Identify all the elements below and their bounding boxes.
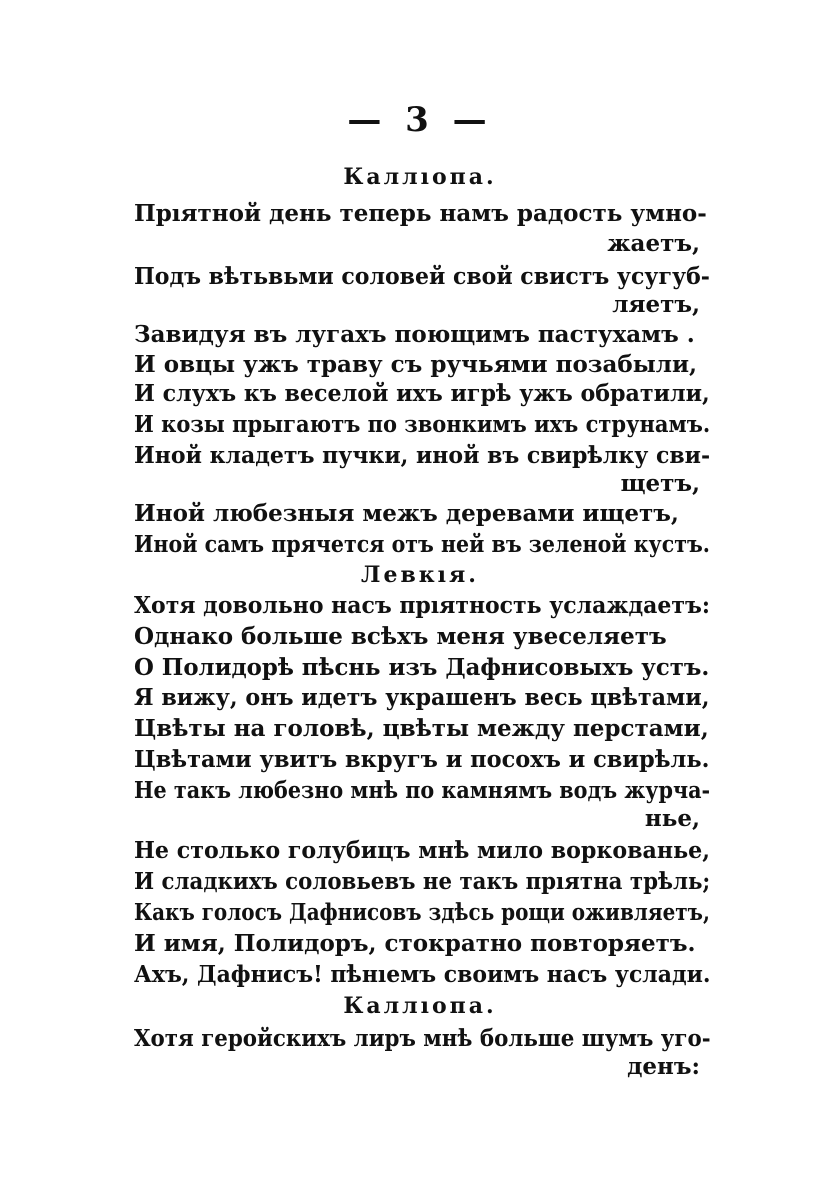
verse-line: Хотя довольно насъ прıятность услаждаетъ:	[134, 592, 710, 619]
verse-line: Цвѣтами увитъ вкругъ и посохъ и свирѣль.	[134, 746, 710, 773]
verse-line: Однако больше всѣхъ меня увеселяетъ	[134, 623, 667, 650]
speaker-name: Левкıя.	[361, 562, 479, 588]
verse-line: Какъ голосъ Дафнисовъ здѣсь рощи оживляетъ,	[134, 899, 710, 926]
verse-line: Цвѣты на головѣ, цвѣты между перстами,	[134, 715, 709, 742]
verse-line-continuation: жаетъ,	[607, 230, 700, 257]
verse-line: И слухъ къ веселой ихъ игрѣ ужъ обратили,	[134, 380, 710, 407]
verse-line-continuation: денъ:	[627, 1053, 700, 1080]
verse-line: Завидуя въ лугахъ поющимъ пастухамъ .	[134, 321, 695, 348]
verse-line-continuation: ляетъ,	[612, 291, 700, 318]
verse-line: Иной самъ прячется отъ ней въ зеленой кустъ.	[134, 531, 710, 558]
verse-line: Иной любезныя межъ деревами ищетъ,	[134, 500, 679, 527]
verse-line: Не столько голубицъ мнѣ мило воркованье,	[134, 837, 710, 864]
verse-line: И козы прыгаютъ по звонкимъ ихъ струнамъ.	[134, 411, 711, 438]
verse-line: Подъ вѣтьвьми соловей свой свистъ усугуб-	[134, 263, 710, 290]
verse-line-continuation: нье,	[644, 805, 700, 832]
verse-line: Хотя геройскихъ лиръ мнѣ больше шумъ уго-	[134, 1025, 711, 1052]
speaker-name: Каллıопа.	[343, 164, 497, 190]
verse-line: Иной кладетъ пучки, иной въ свирѣлку сви-	[134, 442, 711, 469]
verse-line: И имя, Полидоръ, стократно повторяетъ.	[134, 930, 696, 957]
verse-line: Прıятной день теперь намъ радость умно-	[134, 200, 707, 227]
speaker-name: Каллıопа.	[343, 993, 497, 1019]
verse-line: О Полидорѣ пѣснь изъ Дафнисовыхъ устъ.	[134, 654, 710, 681]
page-number: — 3 —	[347, 100, 493, 140]
verse-line: И овцы ужъ траву съ ручьями позабыли,	[134, 351, 698, 378]
verse-line-continuation: щетъ,	[620, 470, 700, 497]
verse-line: Я вижу, онъ идетъ украшенъ весь цвѣтами,	[134, 684, 710, 711]
verse-line: Не такъ любезно мнѣ по камнямъ водъ журча-	[134, 777, 711, 804]
verse-line: Ахъ, Дафнисъ! пѣнıемъ своимъ насъ услади.	[134, 961, 711, 988]
verse-line: И сладкихъ соловьевъ не такъ прıятна трѣль;	[134, 868, 711, 895]
